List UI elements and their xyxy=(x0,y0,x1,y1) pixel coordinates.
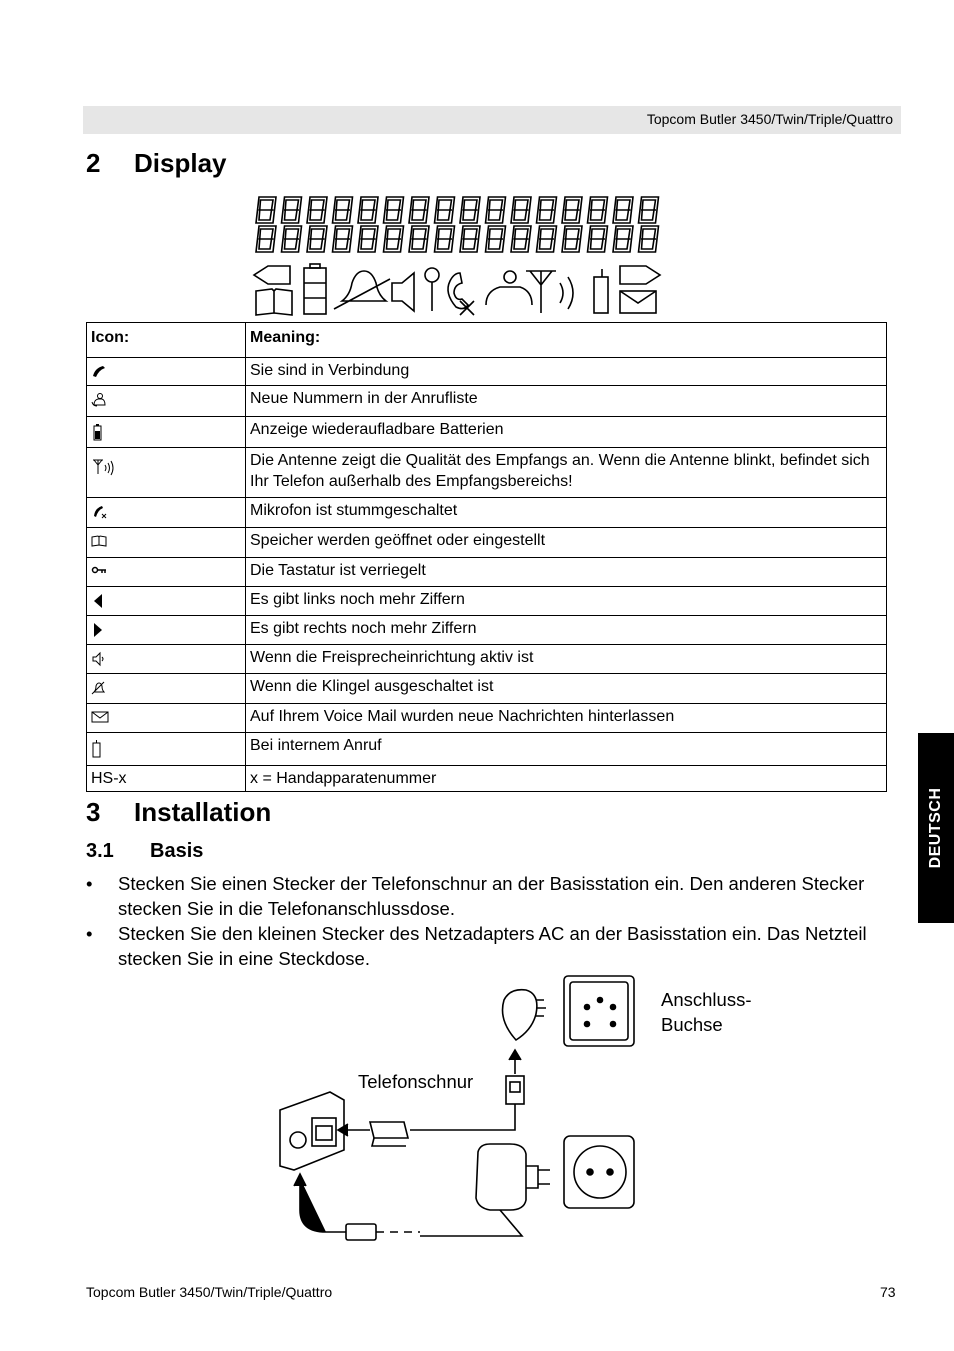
bullet: • xyxy=(86,873,93,894)
lcd-icons xyxy=(254,264,660,315)
table-row xyxy=(87,528,887,558)
lcd-digit xyxy=(358,197,378,223)
table-row xyxy=(87,616,887,645)
lcd-digit xyxy=(282,197,302,223)
new-calls-icon xyxy=(91,392,107,408)
col-header-meaning: Meaning: xyxy=(246,323,887,358)
lcd-digit xyxy=(384,226,404,252)
subsection-number: 3.1 xyxy=(86,840,114,862)
list-item-text: Stecken Sie den kleinen Stecker des Netzadapters AC an der Basisstation ein. Das Netzteil stecken Sie in eine Steckdose. xyxy=(118,923,867,969)
lcd-digit xyxy=(333,226,353,252)
lcd-digit xyxy=(639,197,659,223)
installation-figure xyxy=(270,970,790,1250)
lcd-digit xyxy=(307,197,327,223)
lcd-book-icon xyxy=(256,289,292,315)
meaning-cell: Wenn die Freisprecheinrichtung aktiv ist xyxy=(246,645,887,674)
key-icon xyxy=(91,564,107,576)
socket-label-line2: Buchse xyxy=(661,1014,723,1035)
lcd-digit xyxy=(613,197,633,223)
instruction-list xyxy=(86,871,876,971)
meaning-cell: Wenn die Klingel ausgeschaltet ist xyxy=(246,674,887,704)
section-number: 2 xyxy=(86,148,101,178)
lcd-digit xyxy=(562,197,582,223)
language-tab xyxy=(918,733,954,923)
lcd-mute-icon xyxy=(448,273,474,315)
lcd-digit xyxy=(307,226,327,252)
lcd-digit xyxy=(409,197,429,223)
lcd-digit xyxy=(511,197,531,223)
meaning-cell: x = Handapparatenummer xyxy=(246,766,887,792)
lcd-intercom-icon xyxy=(594,277,608,313)
lcd-arrow-left-icon xyxy=(254,266,290,284)
icon-meaning-table xyxy=(86,322,887,792)
lcd-digit xyxy=(537,197,557,223)
lcd-digit xyxy=(486,197,506,223)
lcd-speaker-icon xyxy=(392,273,414,311)
lcd-digit xyxy=(282,226,302,252)
table-row xyxy=(87,417,887,448)
table-header-row xyxy=(87,323,887,358)
table-row xyxy=(87,386,887,417)
handset-icon xyxy=(91,364,107,378)
lcd-bell-off-icon xyxy=(334,271,390,309)
lcd-key-icon xyxy=(425,268,439,282)
section-3-heading xyxy=(86,797,271,828)
table-row xyxy=(87,358,887,386)
meaning-cell: Anzeige wiederaufladbare Batterien xyxy=(246,417,887,448)
subsection-title: Basis xyxy=(150,840,204,862)
lcd-digit xyxy=(256,226,276,252)
arrow-left-icon xyxy=(91,593,105,609)
footer-product: Topcom Butler 3450/Twin/Triple/Quattro xyxy=(86,1284,333,1300)
cord-label: Telefonschnur xyxy=(358,1071,474,1092)
meaning-cell: Neue Nummern in der Anrufliste xyxy=(246,386,887,417)
list-item xyxy=(86,871,876,921)
lcd-digit xyxy=(460,197,480,223)
section-number: 3 xyxy=(86,797,101,827)
table-row xyxy=(87,448,887,498)
phonebook-icon xyxy=(91,534,107,548)
lcd-battery-icon xyxy=(304,268,326,314)
table-row xyxy=(87,645,887,674)
meaning-cell: Sie sind in Verbindung xyxy=(246,358,887,386)
telephone-plug-drawing xyxy=(503,990,547,1040)
table-row xyxy=(87,733,887,766)
arrow-right-icon xyxy=(91,622,105,638)
section-3-1-heading xyxy=(86,840,203,863)
meaning-cell: Mikrofon ist stummgeschaltet xyxy=(246,498,887,528)
page-number: 73 xyxy=(880,1284,896,1300)
lcd-digit xyxy=(384,197,404,223)
meaning-cell: Speicher werden geöffnet oder eingestellt xyxy=(246,528,887,558)
meaning-cell: Es gibt rechts noch mehr Ziffern xyxy=(246,616,887,645)
section-2-heading xyxy=(86,148,227,179)
lcd-digit xyxy=(358,226,378,252)
lcd-digit xyxy=(588,197,608,223)
socket-label-line1: Anschluss- xyxy=(661,989,752,1010)
lcd-antenna-icon xyxy=(526,271,556,313)
table-row xyxy=(87,558,887,587)
meaning-cell: Die Antenne zeigt die Qualität des Empfangs an. Wenn die Antenne blinkt, befindet sich Ihr Telefon außerhalb des Empfangsbereichs! xyxy=(246,448,887,498)
lcd-arrow-right-icon xyxy=(620,266,660,284)
base-station-drawing xyxy=(280,1092,344,1170)
mains-wall-socket-drawing xyxy=(564,1136,634,1208)
phone-wall-socket-drawing xyxy=(564,976,634,1046)
intercom-icon xyxy=(91,739,103,759)
envelope-icon xyxy=(91,710,109,724)
mute-icon xyxy=(91,504,109,520)
lcd-digit xyxy=(409,226,429,252)
meaning-cell: Es gibt links noch mehr Ziffern xyxy=(246,587,887,616)
speaker-icon xyxy=(91,651,105,667)
lcd-digit xyxy=(486,226,506,252)
lcd-digit xyxy=(333,197,353,223)
battery-icon xyxy=(91,423,103,441)
lcd-display-illustration xyxy=(250,193,668,319)
header-product: Topcom Butler 3450/Twin/Triple/Quattro xyxy=(646,111,893,127)
running-header xyxy=(83,106,901,134)
table-row xyxy=(87,674,887,704)
language-tab-label: DEUTSCH xyxy=(927,787,944,869)
lcd-digit xyxy=(511,226,531,252)
section-title: Installation xyxy=(134,797,272,827)
ringer-off-icon xyxy=(91,680,105,696)
meaning-cell: Auf Ihrem Voice Mail wurden neue Nachrichten hinterlassen xyxy=(246,704,887,733)
lcd-digit xyxy=(639,226,659,252)
lcd-newcall-icon xyxy=(504,271,516,283)
bullet: • xyxy=(86,923,93,944)
hs-label: HS-x xyxy=(87,766,246,792)
lcd-digit xyxy=(562,226,582,252)
table-row xyxy=(87,587,887,616)
section-title: Display xyxy=(134,148,227,178)
table-row xyxy=(87,498,887,528)
meaning-cell: Bei internem Anruf xyxy=(246,733,887,766)
power-adapter-drawing xyxy=(420,1144,550,1236)
col-header-icon: Icon: xyxy=(87,323,246,358)
lcd-digit xyxy=(435,197,455,223)
table-row xyxy=(87,766,887,792)
list-item-text: Stecken Sie einen Stecker der Telefonschnur an der Basisstation ein. Den anderen Stecker stecken Sie in die Telefonanschlussdose. xyxy=(118,873,865,919)
lcd-digit xyxy=(613,226,633,252)
list-item xyxy=(86,921,876,971)
table-row xyxy=(87,704,887,733)
meaning-cell: Die Tastatur ist verriegelt xyxy=(246,558,887,587)
lcd-digit xyxy=(460,226,480,252)
lcd-digit xyxy=(537,226,557,252)
lcd-digit xyxy=(588,226,608,252)
antenna-icon xyxy=(91,456,119,478)
lcd-digit xyxy=(435,226,455,252)
lcd-digit xyxy=(256,197,276,223)
